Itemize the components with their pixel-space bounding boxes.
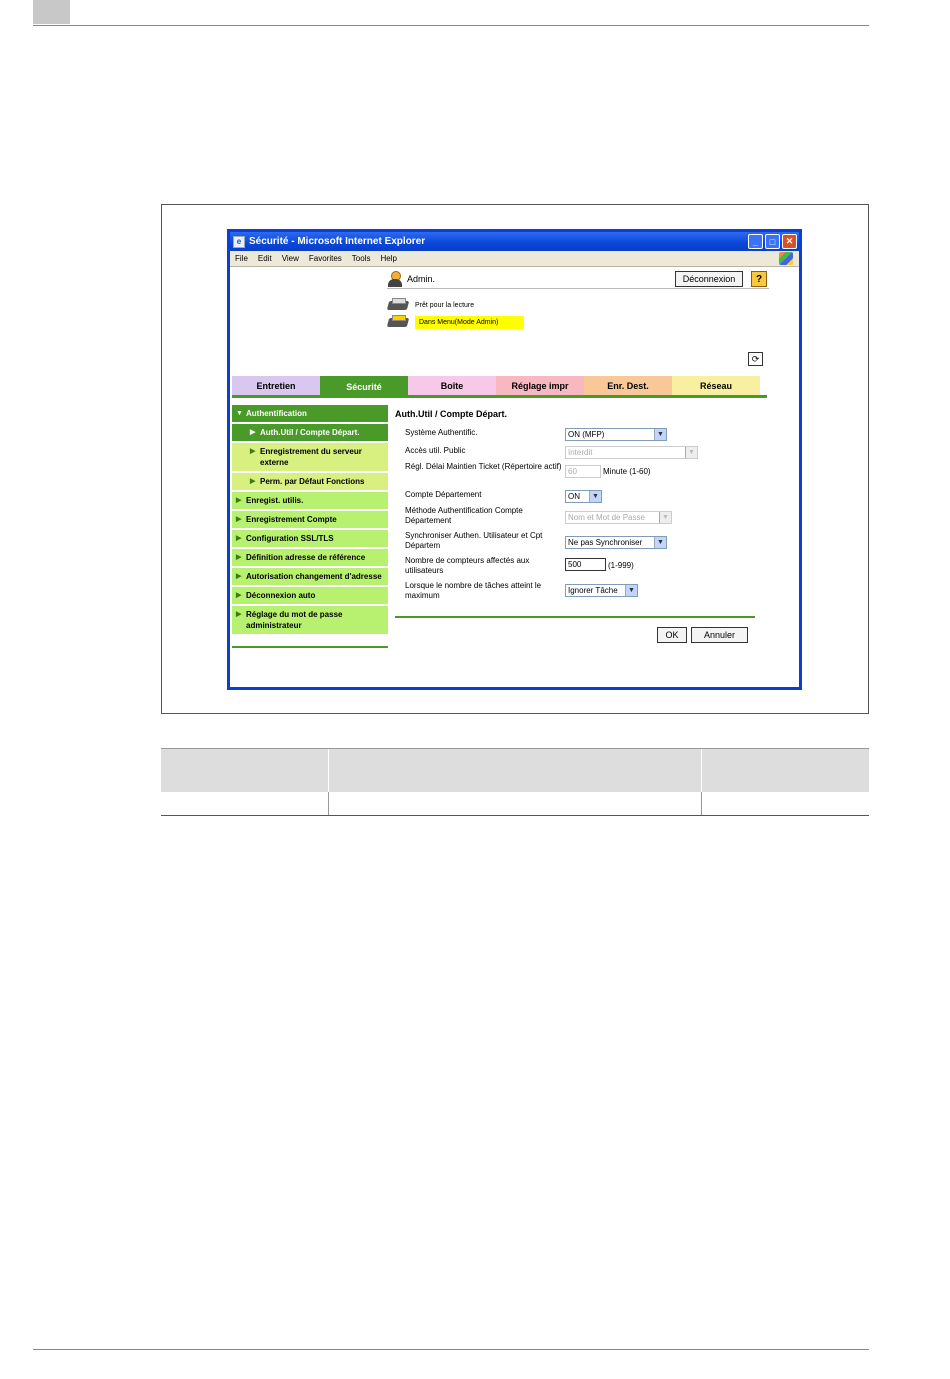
sidebar-item-label: Perm. par Défaut Fonctions	[260, 477, 365, 486]
nombre-compteurs-input[interactable]: 500	[565, 558, 606, 571]
sidebar-item-mot-de-passe-admin[interactable]	[232, 606, 388, 636]
field-label: Régl. Délai Maintien Ticket (Répertoire actif)	[405, 462, 562, 471]
methode-auth-select	[565, 511, 672, 524]
form-separator	[395, 616, 755, 618]
select-value: ON	[568, 491, 580, 501]
sidebar-section-authentification[interactable]	[232, 405, 388, 424]
table-row	[161, 792, 869, 816]
browser-window	[227, 229, 802, 690]
triangle-right-icon: ▶	[250, 429, 256, 436]
status-mode-text: Dans Menu(Mode Admin)	[415, 316, 524, 329]
systeme-authentific-select[interactable]	[565, 428, 667, 441]
triangle-right-icon: ▶	[236, 516, 242, 523]
field-label: Nombre de compteurs affectés aux utilisateurs	[405, 556, 530, 575]
field-label: Système Authentific.	[405, 428, 478, 437]
select-value: Nom et Mot de Passe	[568, 512, 645, 522]
tab-securite[interactable]: Sécurité	[320, 376, 408, 398]
compte-departement-select[interactable]	[565, 490, 602, 503]
field-label: Compte Département	[405, 490, 482, 499]
table-cell	[161, 792, 328, 816]
sidebar-item-label: Configuration SSL/TLS	[246, 534, 334, 543]
field-label: Méthode Authentification Compte Département	[405, 506, 523, 525]
delai-ticket-input: 60	[565, 465, 601, 478]
table-header-row	[161, 749, 869, 792]
window-title: Sécurité - Microsoft Internet Explorer	[249, 236, 426, 247]
select-value: Interdit	[568, 447, 593, 457]
field-label: Synchroniser Authen. Utilisateur et Cpt Départem	[405, 531, 543, 550]
tab-boite[interactable]: Boîte	[408, 376, 496, 395]
doc-table	[161, 748, 869, 816]
table-header-cell	[701, 749, 869, 792]
window-titlebar[interactable]	[230, 232, 799, 251]
sidebar-item-label: Déconnexion auto	[246, 591, 316, 600]
status-ready-text: Prêt pour la lecture	[415, 301, 475, 309]
sidebar-item-label: Enregistrement Compte	[246, 515, 337, 524]
main-tabs	[232, 376, 767, 398]
sidebar-item-ssl-tls[interactable]	[232, 530, 388, 549]
status-mode	[387, 314, 524, 330]
printer-admin-icon	[387, 314, 409, 330]
ie-icon: e	[233, 236, 245, 248]
nombre-compteurs-unit: (1-999)	[608, 561, 634, 570]
chevron-down-icon: ▼	[625, 585, 637, 596]
synchroniser-select[interactable]	[565, 536, 667, 549]
sidebar-item-perm-defaut[interactable]	[232, 473, 388, 492]
sidebar-item-label: Définition adresse de référence	[246, 553, 366, 562]
table-header-cell	[161, 749, 328, 792]
select-value: Ne pas Synchroniser	[568, 537, 643, 547]
sidebar	[232, 405, 388, 648]
table-cell	[328, 792, 701, 816]
table-cell	[701, 792, 869, 816]
status-ready	[387, 297, 474, 313]
sidebar-item-label: Réglage du mot de passe administrateur	[246, 610, 343, 630]
admin-user-icon	[387, 271, 403, 287]
triangle-down-icon: ▼	[236, 410, 243, 417]
chevron-down-icon: ▼	[654, 429, 666, 440]
form-title: Auth.Util / Compte Départ.	[395, 409, 507, 419]
sidebar-section-label: Authentification	[246, 409, 307, 418]
ok-button[interactable]: OK	[657, 627, 687, 643]
triangle-right-icon: ▶	[236, 592, 242, 599]
sidebar-item-deconnexion-auto[interactable]	[232, 587, 388, 606]
menu-tools[interactable]: Tools	[351, 254, 371, 263]
header-rule	[33, 25, 869, 26]
table-header-cell	[328, 749, 701, 792]
triangle-right-icon: ▶	[236, 554, 242, 561]
menu-edit[interactable]: Edit	[257, 254, 272, 263]
minimize-icon[interactable]: _	[748, 234, 763, 249]
tab-reglage-impr[interactable]: Réglage impr	[496, 376, 584, 395]
sidebar-item-enregist-utilis[interactable]	[232, 492, 388, 511]
sidebar-item-label: Autorisation changement d'adresse	[246, 572, 382, 581]
close-icon[interactable]: ✕	[782, 234, 797, 249]
select-value: Ignorer Tâche	[568, 585, 618, 595]
printer-icon	[387, 297, 409, 313]
sidebar-item-label: Enregist. utilis.	[246, 496, 304, 505]
triangle-right-icon: ▶	[236, 573, 242, 580]
maximize-icon[interactable]: □	[765, 234, 780, 249]
sidebar-item-label: Auth.Util / Compte Départ.	[260, 428, 360, 437]
footer-rule	[33, 1349, 869, 1350]
page-content	[230, 267, 799, 687]
menu-view[interactable]: View	[281, 254, 299, 263]
sidebar-bottom-rule	[232, 644, 388, 648]
acces-public-select	[565, 446, 698, 459]
sidebar-item-serveur-externe[interactable]	[232, 443, 388, 473]
field-label: Accès util. Public	[405, 446, 466, 455]
sidebar-item-changement-adresse[interactable]	[232, 568, 388, 587]
menubar	[230, 251, 799, 267]
menu-file[interactable]: File	[235, 254, 248, 263]
windows-logo-icon	[779, 252, 793, 265]
page-marker	[33, 0, 70, 24]
triangle-right-icon: ▶	[250, 478, 256, 485]
tab-entretien[interactable]: Entretien	[232, 376, 320, 395]
sidebar-item-enregistrement-compte[interactable]	[232, 511, 388, 530]
sidebar-item-auth-util[interactable]	[232, 424, 388, 443]
logout-button[interactable]: Déconnexion	[675, 271, 743, 287]
chevron-down-icon: ▼	[659, 512, 671, 523]
menu-favorites[interactable]: Favorites	[308, 254, 342, 263]
chevron-down-icon: ▼	[589, 491, 601, 502]
menu-help[interactable]: Help	[380, 254, 397, 263]
sidebar-item-adresse-reference[interactable]	[232, 549, 388, 568]
tab-reseau[interactable]: Réseau	[672, 376, 760, 395]
tab-enr-dest[interactable]: Enr. Dest.	[584, 376, 672, 395]
delai-ticket-unit: Minute (1-60)	[603, 467, 651, 476]
triangle-right-icon: ▶	[250, 448, 256, 455]
cancel-button[interactable]: Annuler	[691, 627, 748, 643]
chevron-down-icon: ▼	[654, 537, 666, 548]
admin-label: Admin.	[407, 274, 436, 284]
triangle-right-icon: ▶	[236, 535, 242, 542]
nombre-taches-select[interactable]	[565, 584, 638, 597]
help-button[interactable]: ?	[751, 271, 767, 287]
field-label: Lorsque le nombre de tâches atteint le maximum	[405, 581, 542, 600]
triangle-right-icon: ▶	[236, 497, 242, 504]
refresh-icon[interactable]: ⟳	[748, 352, 763, 366]
select-value: ON (MFP)	[568, 429, 605, 439]
sidebar-item-label: Enregistrement du serveur externe	[260, 447, 362, 467]
admin-bar	[387, 270, 769, 289]
triangle-right-icon: ▶	[236, 611, 242, 618]
chevron-down-icon: ▼	[685, 447, 697, 458]
